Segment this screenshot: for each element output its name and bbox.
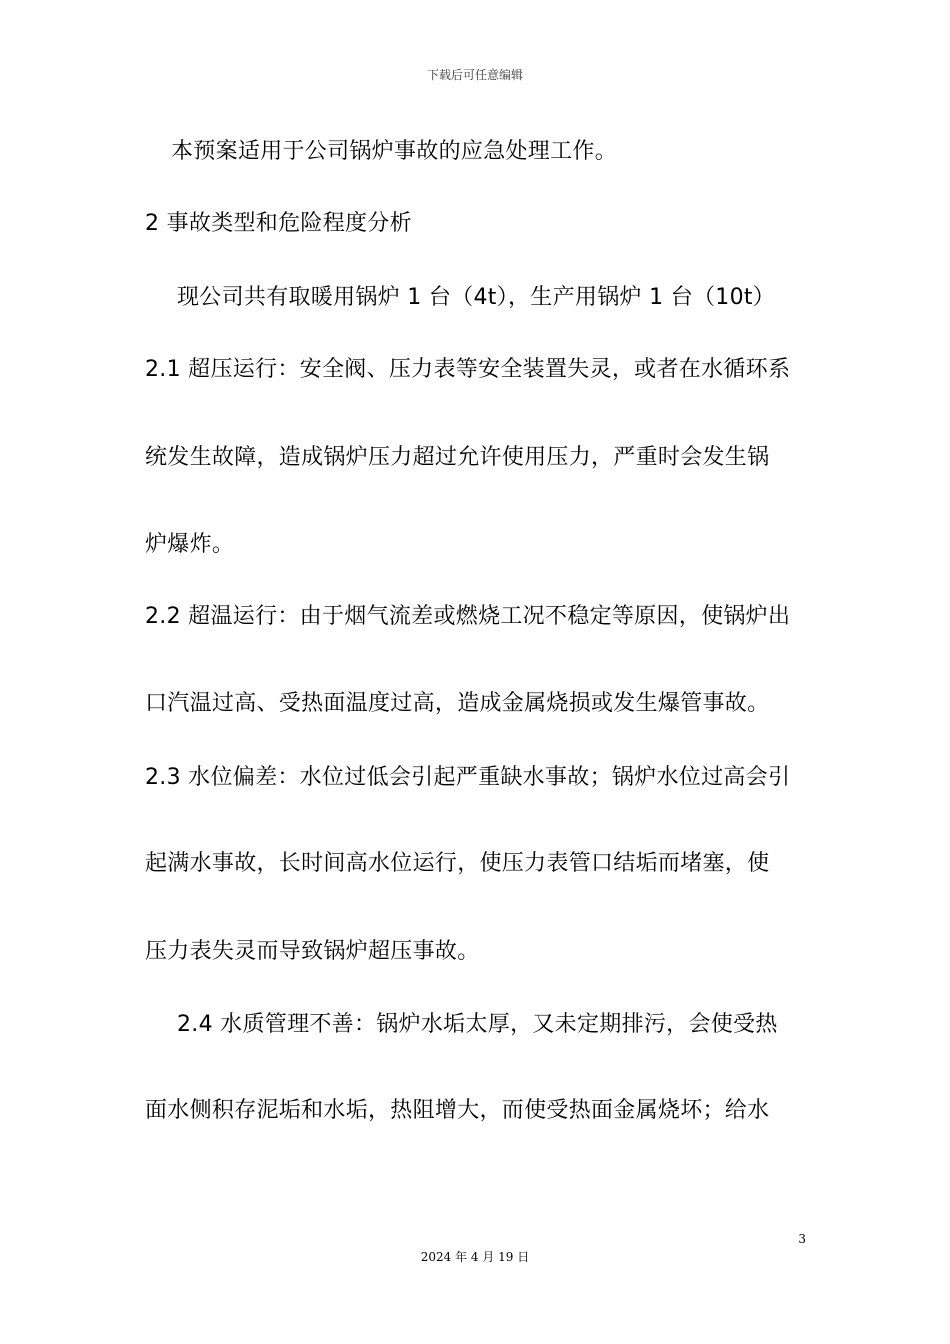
page-number: 3	[798, 1232, 806, 1246]
paragraph-2-1-line-1: 2.1 超压运行：安全阀、压力表等安全装置失灵，或者在水循环系	[145, 357, 791, 382]
paragraph-2-4-line-1: 2.4 水质管理不善：锅炉水垢太厚，又未定期排污，会使受热	[177, 1012, 778, 1037]
paragraph-2-1-line-3: 炉爆炸。	[145, 532, 235, 557]
page-header: 下载后可任意编辑	[426, 68, 523, 82]
section-heading: 2 事故类型和危险程度分析	[145, 211, 412, 236]
paragraph-2-3-line-3: 压力表失灵而导致锅炉超压事故。	[145, 939, 480, 964]
paragraph-boiler-count: 现公司共有取暖用锅炉 1 台（4t），生产用锅炉 1 台（10t）	[177, 285, 776, 310]
paragraph-2-2-line-2: 口汽温过高、受热面温度过高，造成金属烧损或发生爆管事故。	[145, 691, 770, 716]
paragraph-2-3-line-1: 2.3 水位偏差：水位过低会引起严重缺水事故；锅炉水位过高会引	[145, 765, 791, 790]
footer-date: 2024 年 4 月 19 日	[420, 1250, 530, 1264]
paragraph-2-1-line-2: 统发生故障，造成锅炉压力超过允许使用压力，严重时会发生锅	[145, 445, 770, 470]
paragraph-2-4-line-2: 面水侧积存泥垢和水垢，热阻增大，而使受热面金属烧坏；给水	[145, 1098, 770, 1123]
paragraph-scope: 本预案适用于公司锅炉事故的应急处理工作。	[171, 139, 618, 164]
paragraph-2-3-line-2: 起满水事故，长时间高水位运行，使压力表管口结垢而堵塞，使	[145, 851, 770, 876]
paragraph-2-2-line-1: 2.2 超温运行：由于烟气流差或燃烧工况不稳定等原因，使锅炉出	[145, 604, 791, 629]
